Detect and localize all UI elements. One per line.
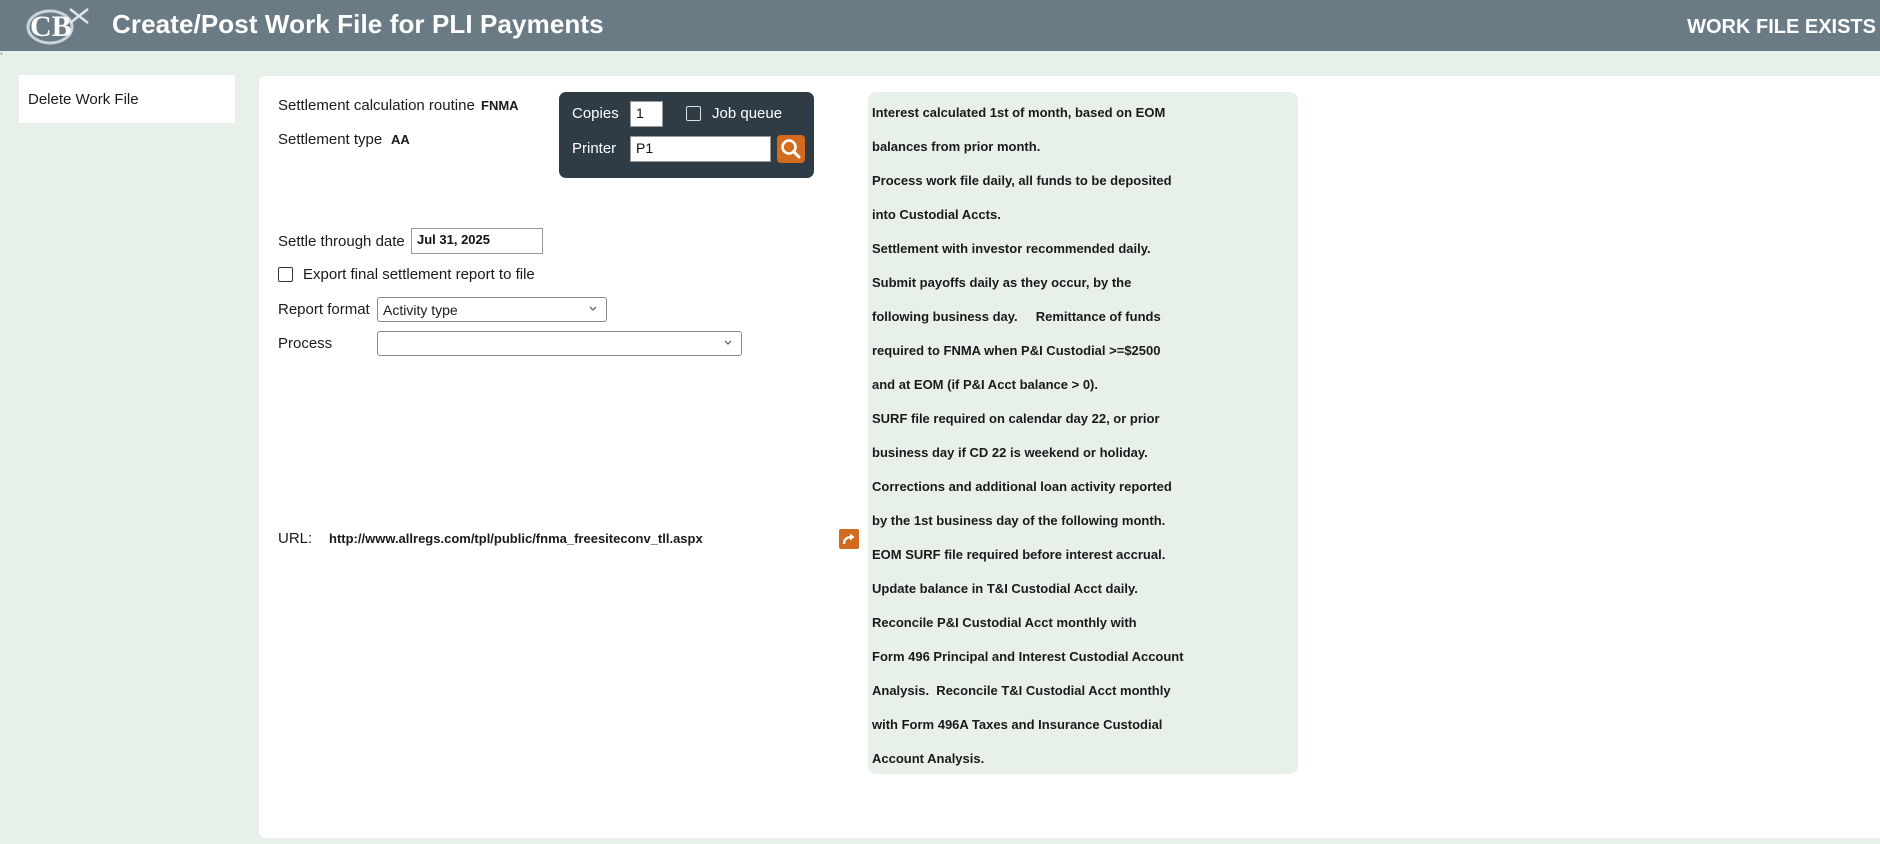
note-line: SURF file required on calendar day 22, or prior xyxy=(872,411,1160,426)
settlement-type-label: Settlement type xyxy=(278,131,383,148)
copies-label: Copies xyxy=(572,105,619,122)
note-line: business day if CD 22 is weekend or holiday. xyxy=(872,445,1148,460)
note-line: Account Analysis. xyxy=(872,751,985,766)
note-line: Settlement with investor recommended daily. xyxy=(872,241,1151,256)
settlement-type-value: AA xyxy=(391,132,410,147)
settle-through-date-input[interactable]: Jul 31, 2025 xyxy=(411,228,543,254)
chevron-down-icon xyxy=(722,336,734,348)
job-queue-label: Job queue xyxy=(712,105,783,122)
note-line: with Form 496A Taxes and Insurance Custodial xyxy=(872,717,1163,732)
export-report-checkbox[interactable] xyxy=(278,267,293,282)
printer-input[interactable]: P1 xyxy=(630,136,771,162)
app-header xyxy=(0,0,1880,51)
delete-work-file-button[interactable]: Delete Work File xyxy=(19,75,235,123)
url-value: http://www.allregs.com/tpl/public/fnma_freesiteconv_tll.aspx xyxy=(329,531,703,546)
print-options-panel xyxy=(559,92,814,178)
report-format-label: Report format xyxy=(278,301,370,318)
note-line: by the 1st business day of the following month. xyxy=(872,513,1166,528)
note-line: Submit payoffs daily as they occur, by the xyxy=(872,275,1132,290)
settlement-routine-value: FNMA xyxy=(481,98,519,113)
cb-logo-icon xyxy=(20,3,90,47)
logo-text: CB xyxy=(30,10,72,43)
note-line: Process work file daily, all funds to be deposited xyxy=(872,173,1172,188)
work-file-status: WORK FILE EXISTS xyxy=(1687,16,1876,38)
report-format-select[interactable] xyxy=(377,297,607,322)
note-line: Analysis. Reconcile T&I Custodial Acct monthly xyxy=(872,683,1171,698)
export-report-label: Export final settlement report to file xyxy=(303,266,535,283)
printer-search-button[interactable] xyxy=(777,135,805,163)
note-line: into Custodial Accts. xyxy=(872,207,1001,222)
job-queue-checkbox[interactable] xyxy=(686,106,701,121)
page-title: Create/Post Work File for PLI Payments xyxy=(112,9,604,39)
note-line: Form 496 Principal and Interest Custodial Account xyxy=(872,649,1184,664)
report-format-value: Activity type xyxy=(383,302,458,318)
note-line: EOM SURF file required before interest accrual. xyxy=(872,547,1166,562)
note-line: Corrections and additional loan activity reported xyxy=(872,479,1172,494)
printer-label: Printer xyxy=(572,140,617,157)
note-line: following business day. Remittance of funds xyxy=(872,309,1161,324)
note-line: required to FNMA when P&I Custodial >=$2500 xyxy=(872,343,1161,358)
note-line: Interest calculated 1st of month, based on EOM xyxy=(872,105,1166,120)
url-label: URL: xyxy=(278,530,313,547)
note-line: and at EOM (if P&I Acct balance > 0). xyxy=(872,377,1098,392)
settlement-routine-label: Settlement calculation routine xyxy=(278,97,475,114)
search-icon xyxy=(777,135,805,163)
settle-through-label: Settle through date xyxy=(278,233,405,250)
copies-input[interactable]: 1 xyxy=(630,101,663,127)
process-label: Process xyxy=(278,335,333,352)
process-select[interactable] xyxy=(377,331,742,356)
settlement-notes-panel xyxy=(868,92,1298,774)
corner-mark: ` xyxy=(0,52,3,62)
note-line: Update balance in T&I Custodial Acct daily. xyxy=(872,581,1138,596)
chevron-down-icon xyxy=(587,302,599,314)
open-link-arrow-icon xyxy=(839,529,859,549)
note-line: Reconcile P&I Custodial Acct monthly with xyxy=(872,615,1137,630)
note-line: balances from prior month. xyxy=(872,139,1041,154)
open-url-button[interactable] xyxy=(839,529,859,549)
